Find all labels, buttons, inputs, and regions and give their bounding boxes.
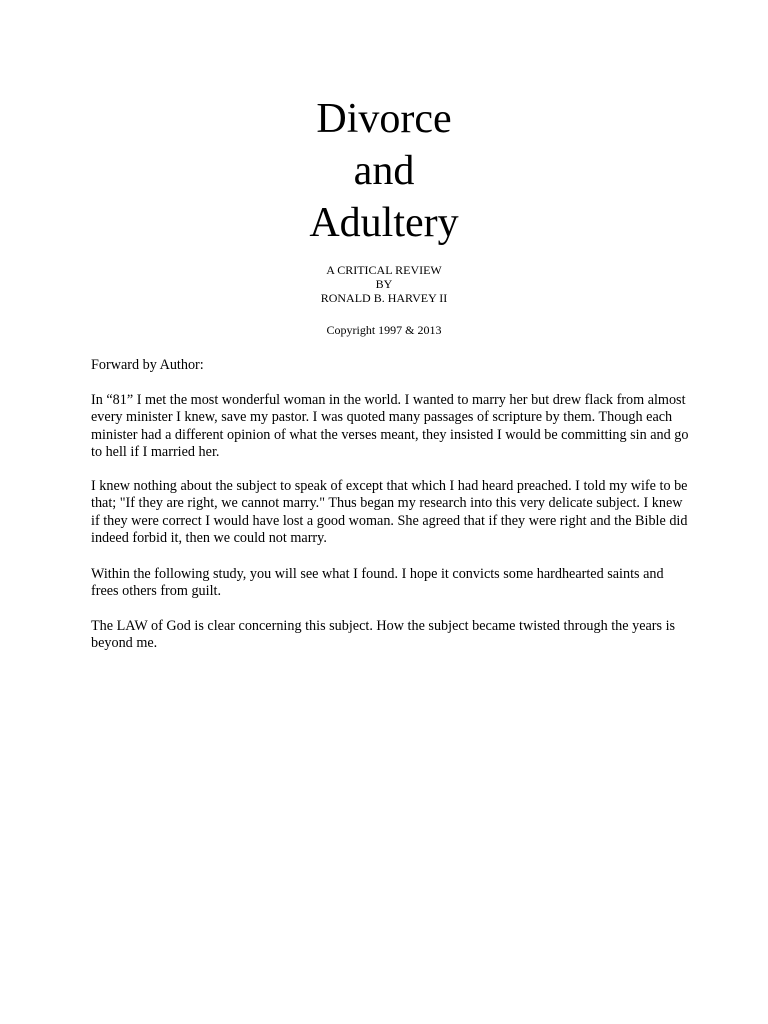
paragraph-3: Within the following study, you will see what I found. I hope it convicts some hardhearted saints and frees others from guilt. <box>91 566 664 600</box>
paragraph-4: The LAW of God is clear concerning this subject. How the subject became twisted through the years is beyond me. <box>91 618 676 652</box>
document-subtitle <box>0 263 768 305</box>
title-line-and: and <box>353 148 415 194</box>
forward-heading: Forward by Author: <box>91 357 204 373</box>
subtitle-author: RONALD B. HARVEY II <box>320 291 448 305</box>
subtitle-by: BY <box>375 277 393 291</box>
document-title <box>0 93 768 249</box>
subtitle-review: A CRITICAL REVIEW <box>326 263 442 277</box>
copyright-notice: Copyright 1997 & 2013 <box>326 323 442 337</box>
paragraph-2: I knew nothing about the subject to speak of except that which I had heard preached. I told my wife to be that; "If they are right, we cannot marry." Thus began my research into this very delicate subject. I knew if they were correct I would have lost a good woman. She agreed that if they were right and the Bible did indeed forbid it, then we could not marry. <box>91 478 688 546</box>
title-line-divorce: Divorce <box>316 96 452 142</box>
title-line-adultery: Adultery <box>309 200 459 246</box>
paragraph-1: In “81” I met the most wonderful woman in the world. I wanted to marry her but drew flack from almost every minister I knew, save my pastor. I was quoted many passages of scripture by them. Though each minister had a different opinion of what the verses meant, they insisted I would be committing sin and go to hell if I married her. <box>91 392 689 460</box>
